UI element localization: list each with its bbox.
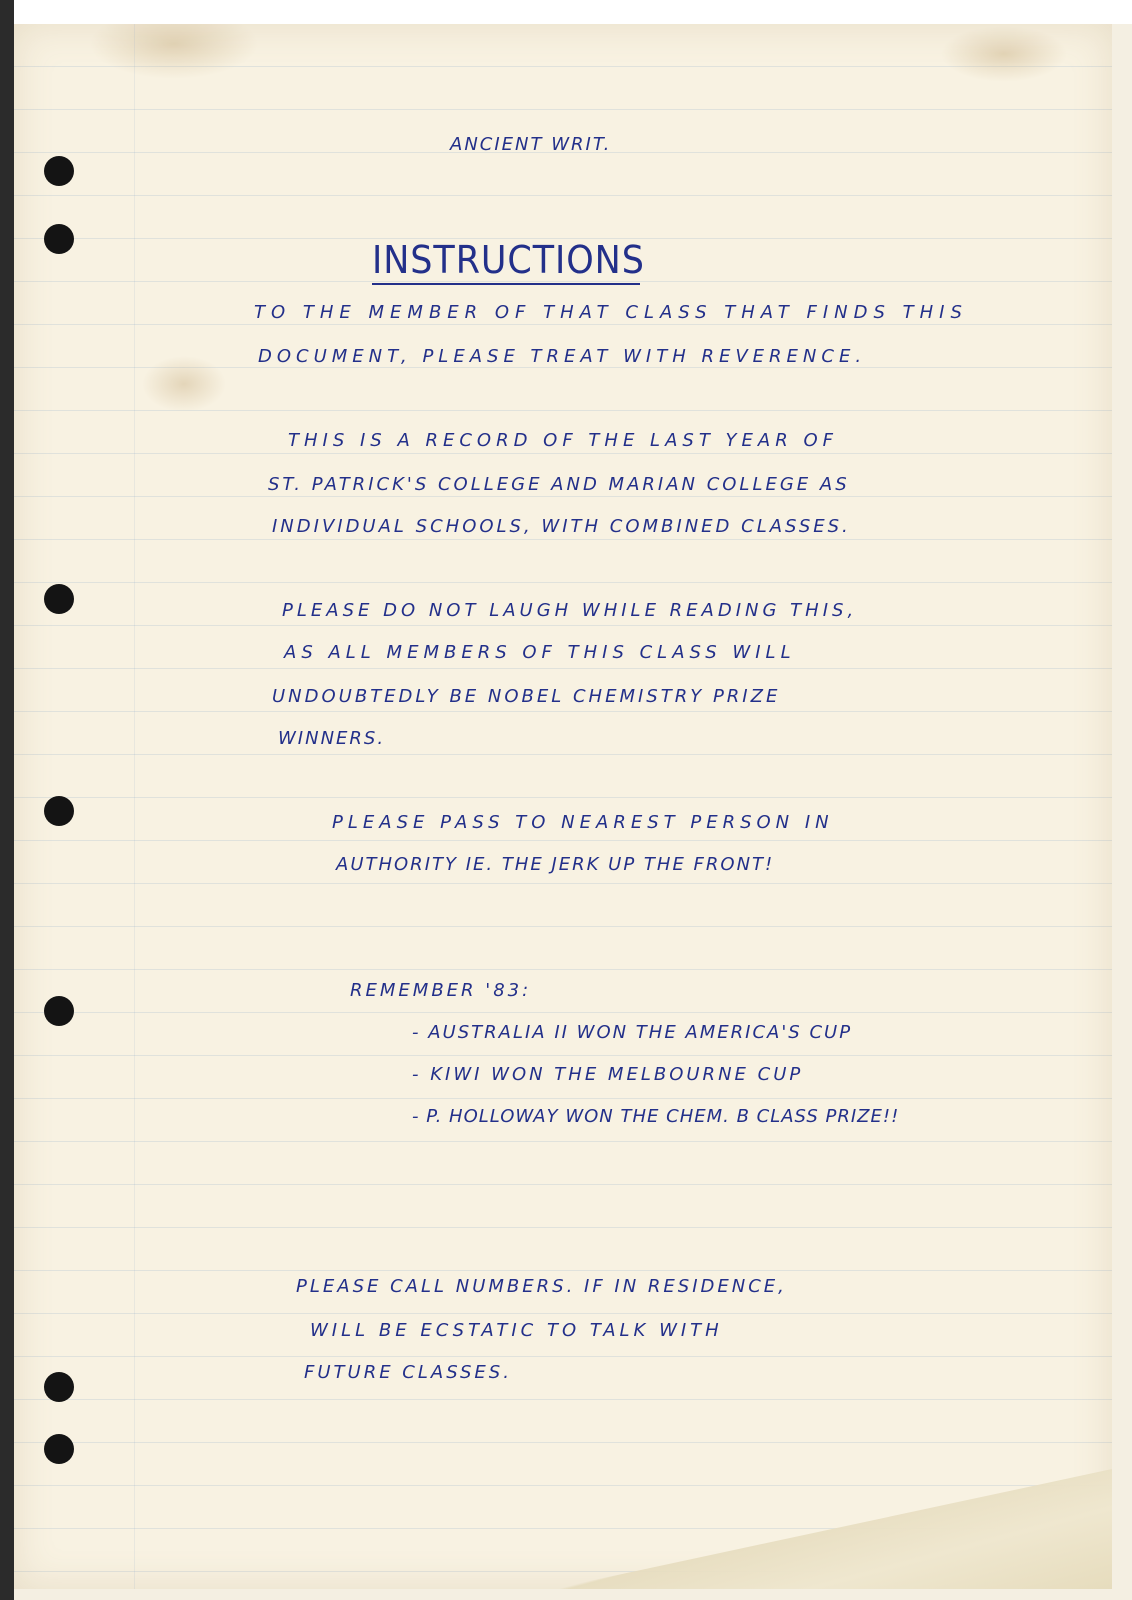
handwritten-line: AS ALL MEMBERS OF THIS CLASS WILL	[284, 642, 796, 663]
handwritten-line: UNDOUBTEDLY BE NOBEL CHEMISTRY PRIZE	[272, 686, 781, 707]
punch-hole	[44, 156, 74, 186]
handwritten-line: - P. HOLLOWAY WON THE CHEM. B CLASS PRIZE!!	[412, 1106, 900, 1127]
handwritten-line: REMEMBER '83:	[350, 980, 532, 1001]
folded-corner	[552, 1469, 1112, 1589]
handwritten-line: DOCUMENT, PLEASE TREAT WITH REVERENCE.	[258, 346, 867, 367]
paper-margin-line	[134, 24, 135, 1589]
document-title: INSTRUCTIONS	[372, 238, 645, 282]
handwritten-line: AUTHORITY IE. THE JERK UP THE FRONT!	[336, 854, 775, 875]
handwritten-line: - AUSTRALIA II WON THE AMERICA'S CUP	[412, 1022, 853, 1043]
punch-hole	[44, 584, 74, 614]
title-underline	[372, 283, 640, 285]
handwritten-line: PLEASE DO NOT LAUGH WHILE READING THIS,	[282, 600, 858, 621]
scan-left-edge	[0, 0, 14, 1600]
handwritten-line: WINNERS.	[278, 728, 386, 749]
handwritten-line: TO THE MEMBER OF THAT CLASS THAT FINDS THIS	[254, 302, 968, 323]
punch-hole	[44, 996, 74, 1026]
punch-hole	[44, 796, 74, 826]
handwritten-line: PLEASE PASS TO NEAREST PERSON IN	[332, 812, 834, 833]
handwritten-line: ST. PATRICK'S COLLEGE AND MARIAN COLLEGE AS	[268, 474, 850, 495]
handwritten-line: THIS IS A RECORD OF THE LAST YEAR OF	[288, 430, 838, 451]
handwritten-line: INDIVIDUAL SCHOOLS, WITH COMBINED CLASSES.	[272, 516, 851, 537]
scan-top-margin	[0, 0, 1132, 24]
punch-hole	[44, 224, 74, 254]
handwritten-line: FUTURE CLASSES.	[304, 1362, 512, 1383]
punch-hole	[44, 1372, 74, 1402]
punch-hole	[44, 1434, 74, 1464]
document-subtitle: ANCIENT WRIT.	[450, 134, 612, 155]
handwritten-line: PLEASE CALL NUMBERS. IF IN RESIDENCE,	[296, 1276, 787, 1297]
handwritten-line: - KIWI WON THE MELBOURNE CUP	[412, 1064, 804, 1085]
handwritten-line: WILL BE ECSTATIC TO TALK WITH	[310, 1320, 723, 1341]
